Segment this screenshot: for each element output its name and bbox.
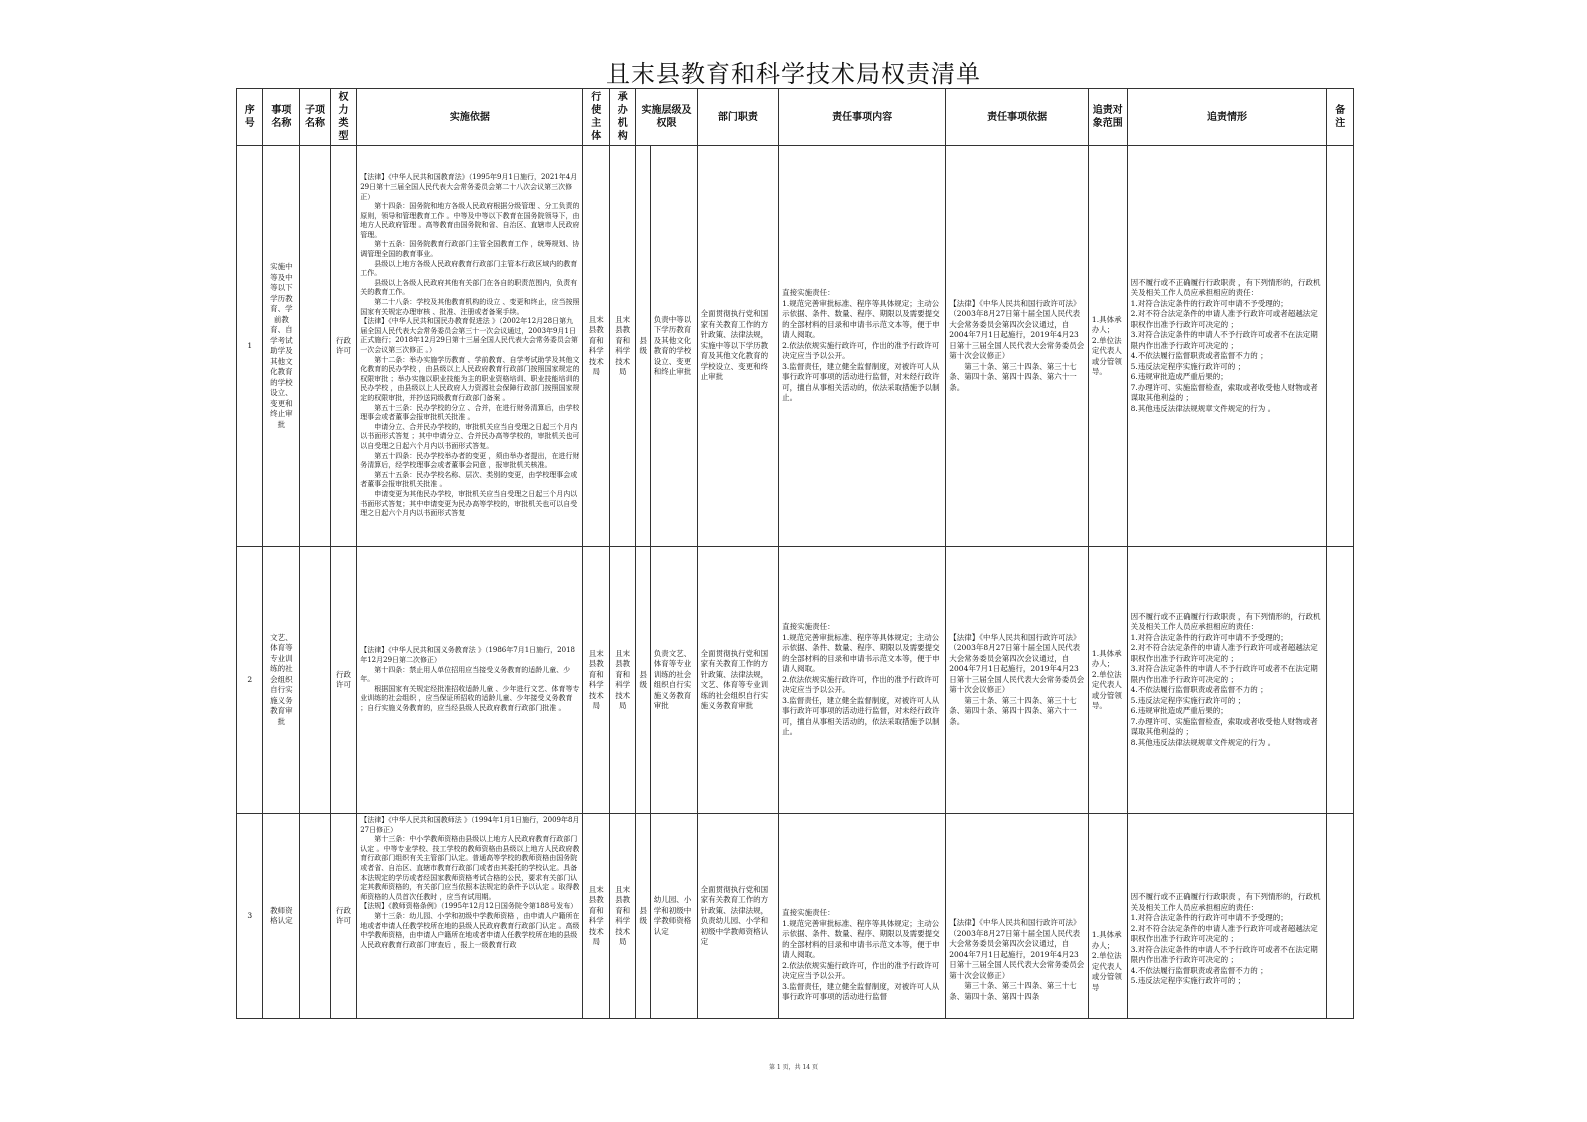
header-item-name: 事项 名称 bbox=[263, 89, 300, 146]
header-scope: 追责对 象范围 bbox=[1088, 89, 1127, 146]
header-level: 实施层级及 权限 bbox=[636, 89, 697, 146]
cell-remark bbox=[1327, 547, 1354, 814]
header-remark: 备注 bbox=[1327, 89, 1354, 146]
cell-resp-content: 直接实施责任： 1.规范完善审批标准、程序等具体规定；主动公示依据、条件、数量、程序、期限以及需要提交的全部材料的目录和申请书示范文本等，便于申请人阅取。 2.依法依规实施行政许可，作出的准予行政许可决定应当予以公开。 3.监督责任，建立健全监督制度，对被许可人从事行政许可事项的活动进行监督，对未经行政许可，擅自从事相关活动的，依法采取措施予以制止。 bbox=[779, 146, 946, 547]
cell-scope: 1.具体承办人； 2.单位法定代表人或分管领导。 bbox=[1088, 146, 1127, 547]
table-row bbox=[237, 547, 1354, 814]
resp-content-text: 直接实施责任： 1.规范完善审批标准、程序等具体规定；主动公示依据、条件、数量、程序、期限以及需要提交的全部材料的目录和申请书示范文本等，便于申请人阅取。 2.依法依规实施行政许可，作出的准予行政许可决定应当予以公开。 3.监督责任，建立健全监督制度，对被许可人从事行政许可事项的活动进行监督 bbox=[782, 908, 940, 1001]
cell-seq: 1 bbox=[237, 146, 263, 547]
table-row bbox=[237, 814, 1354, 1019]
cell-resp-content: 直接实施责任： 1.规范完善审批标准、程序等具体规定；主动公示依据、条件、数量、程序、期限以及需要提交的全部材料的目录和申请书示范文本等，便于申请人阅取。 2.依法依规实施行政许可，作出的准予行政许可决定应当予以公开。 3.监督责任，建立健全监督制度，对被许可人从事行政许可事项的活动进行监督，对未经行政许可，擅自从事相关活动的，依法采取措施予以制止。 bbox=[779, 547, 946, 814]
cell-situation bbox=[1127, 814, 1327, 1019]
cell-sub-item bbox=[300, 547, 331, 814]
cell-situation: 因不履行或不正确履行行政职责 ，有下列情形的，行政机关及相关工作人员应承担相应的责任： 1.对符合法定条件的行政许可申请不予受理的； 2.对不符合法定条件的申请人准予行政许可或者超越法定职权作出准予行政许可决定的 ； 3.对符合法定条件的申请人不予行政许可或者不在法定期限内作出准予行政许可决定的 ； 4.不依法履行监督职责或者监督不力的 ； 5.违反法定程序实施行政许可的 ； 6.违规审批造成严重后果的； 7.办理许可、实施监督检查，索取或者收受他人财物或者谋取其他利益的 ； 8.其他违反法律法规规章文件规定的行为 。 bbox=[1127, 146, 1327, 547]
cell-level: 县级 bbox=[636, 146, 650, 547]
header-situation: 追责情形 bbox=[1127, 89, 1327, 146]
header-dept-duty: 部门职责 bbox=[697, 89, 779, 146]
cell-resp-basis: 【法律】《中华人民共和国行政许可法》（2003年8月27日第十届全国人民代表大会常务委员会第四次会议通过，自2004年7月1日起施行，2019年4月23日第十三届全国人民代表大会常务委员会第十次会议修正） 第三十条、第三十四条、第三十七条、第四十条、第四十四条、第六十一条。 bbox=[946, 146, 1089, 547]
cell-item-name: 教师资格认定 bbox=[263, 814, 300, 1019]
header-sub-item: 子项 名称 bbox=[300, 89, 331, 146]
header-power-type: 权力 类型 bbox=[330, 89, 356, 146]
situation-text: 因不履行或不正确履行行政职责 ，有下列情形的，行政机关及相关工作人员应承担相应的责任： 1.对符合法定条件的行政许可申请不予受理的； 2.对不符合法定条件的申请人准予行政许可或者超越法定职权作出准予行政许可决定的 ； 3.对符合法定条件的申请人不予行政许可或者不在法定期限内作出准予行政许可决定的 ； 4.不依法履行监督职责或者监督不力的 ； 5.违反法定程序实施行政许可的 ； bbox=[1130, 892, 1321, 985]
header-row bbox=[237, 89, 1354, 146]
page-footer: 第 1 页，共 14 页 bbox=[768, 1064, 819, 1071]
basis-text: 【法律】《中华人民共和国义务教育法 》（1986年7月1日施行，2018年12月29日第二次修正） 第十四条：禁止用人单位招用应当接受义务教育的适龄儿童、少年。 根据国家有关规定经批准招收适龄儿童 、少年进行文艺、体育等专业训练的社会组织 ，应当保证所招收的适龄儿童、少年接受义务教育 ；自行实施义务教育的，应当经县级人民政府教育行政部门批准 。 bbox=[360, 646, 580, 712]
cell-basis bbox=[357, 146, 583, 547]
resp-basis-text: 【法律】《中华人民共和国行政许可法》（2003年8月27日第十届全国人民代表大会常务委员会第四次会议通过，自2004年7月1日起施行，2019年4月23日第十三届全国人民代表大会常务委员会第十次会议修正） 第三十条、第三十四条、第三十七条、第四十条、第四十四条 bbox=[949, 918, 1085, 1001]
header-subject: 行使 主体 bbox=[583, 89, 609, 146]
cell-power-type: 行政许可 bbox=[330, 547, 356, 814]
responsibility-table bbox=[236, 88, 1354, 1019]
cell-sub-item bbox=[300, 146, 331, 547]
cell-level-power: 负责中等以下学历教育及其他文化教育的学校设立、变更和终止审批 bbox=[650, 146, 697, 547]
table-row bbox=[237, 146, 1354, 547]
cell-power-type: 行政许可 bbox=[330, 146, 356, 547]
cell-org: 且末县教育和科学技术局 bbox=[609, 814, 635, 1019]
cell-remark bbox=[1327, 146, 1354, 547]
cell-scope: 1.具体承办人； 2.单位法定代表人或分管领导。 bbox=[1088, 547, 1127, 814]
cell-subject: 且末县教育和科学技术局 bbox=[583, 547, 609, 814]
header-resp-basis: 责任事项依据 bbox=[946, 89, 1089, 146]
cell-resp-content bbox=[779, 814, 946, 1019]
cell-basis bbox=[357, 547, 583, 814]
cell-resp-basis bbox=[946, 814, 1089, 1019]
cell-item-name: 文艺、体育等专业训练的社会组织自行实施义务教育审批 bbox=[263, 547, 300, 814]
cell-item-name: 实施中等及中等以下学历教育、学前教育、自学考试助学及其他文化教育的学校设立、变更和终止审批 bbox=[263, 146, 300, 547]
cell-resp-basis: 【法律】《中华人民共和国行政许可法》（2003年8月27日第十届全国人民代表大会常务委员会第四次会议通过，自2004年7月1日起施行，2019年4月23日第十三届全国人民代表大会常务委员会第十次会议修正） 第三十条、第三十四条、第三十七条、第四十条、第四十四条、第六十一条。 bbox=[946, 547, 1089, 814]
cell-subject: 且末县教育和科学技术局 bbox=[583, 814, 609, 1019]
header-basis: 实施依据 bbox=[357, 89, 583, 146]
cell-level: 县级 bbox=[636, 547, 650, 814]
cell-seq: 2 bbox=[237, 547, 263, 814]
header-seq: 序号 bbox=[237, 89, 263, 146]
cell-sub-item bbox=[300, 814, 331, 1019]
document-title: 且末县教育和科学技术局权责清单 bbox=[606, 60, 981, 88]
cell-scope bbox=[1088, 814, 1127, 1019]
cell-power-type: 行政许可 bbox=[330, 814, 356, 1019]
scope-text: 1.具体承办人； 2.单位法定代表人或分管领导 bbox=[1091, 930, 1122, 992]
cell-level-power: 负责文艺、体育等专业训练的社会组织自行实施义务教育审批 bbox=[650, 547, 697, 814]
cell-subject: 且末县教育和科学技术局 bbox=[583, 146, 609, 547]
cell-org: 且末县教育和科学技术局 bbox=[609, 547, 635, 814]
cell-level: 县级 bbox=[636, 814, 650, 1019]
cell-situation: 因不履行或不正确履行行政职责 ，有下列情形的，行政机关及相关工作人员应承担相应的责任： 1.对符合法定条件的行政许可申请不予受理的； 2.对不符合法定条件的申请人准予行政许可或者超越法定职权作出准予行政许可决定的 ； 3.对符合法定条件的申请人不予行政许可或者不在法定期限内作出准予行政许可决定的 ； 4.不依法履行监督职责或者监督不力的 ； 5.违反法定程序实施行政许可的 ； 6.违规审批造成严重后果的； 7.办理许可、实施监督检查，索取或者收受他人财物或者谋取其他利益的 ； 8.其他违反法律法规规章文件规定的行为 。 bbox=[1127, 547, 1327, 814]
cell-basis bbox=[357, 814, 583, 1019]
header-resp-content: 责任事项内容 bbox=[779, 89, 946, 146]
cell-dept-duty: 全面贯彻执行党和国家有关教育工作的方针政策、法律法规，实施中等以下学历教育及其他文化教育的学校设立、变更和终止审批 bbox=[697, 146, 779, 547]
basis-text: 【法律】《中华人民共和国教师法 》（1994年1月1日施行，2009年8月27日修正） 第十三条：中小学教师资格由县级以上地方人民政府教育行政部门认定 。中等专业学校、技工学校的教师资格由县级以上地方人民政府教育行政部门组织有关主管部门认定。普通高等学校的教师资格由国务院或者省、自治区、直辖市教育行政部门或者由其委托的学校认定。具备本法规定的学历或者经国家教师资格考试合格的公民，要求有关部门认定其教师资格的，有关部门应当依照本法规定的条件予以认定 。取得教师资格的人员首次任教时 ，应当有试用期。 【法规】《教师资格条例》（1995年12月12日国务院令第188号发布） 第十三条：幼儿园、小学和初级中学教师资格 ，由申请人户籍所在地或者申请人任教学校所在地的县级人民政府教育行政部门认定 。高级中学教师资格，由申请人户籍所在地或者申请人任教学校所在地的县级人民政府教育行政部门审查后 ，报上一级教育行政 bbox=[360, 816, 580, 949]
header-org: 承办 机构 bbox=[609, 89, 635, 146]
cell-seq: 3 bbox=[237, 814, 263, 1019]
cell-level-power: 幼儿园、小学和初级中学教师资格认定 bbox=[650, 814, 697, 1019]
cell-org: 且末县教育和科学技术局 bbox=[609, 146, 635, 547]
cell-dept-duty: 全面贯彻执行党和国家有关教育工作的方针政策、法律法规，负责幼儿园、小学和初级中学教师资格认定 bbox=[697, 814, 779, 1019]
cell-remark bbox=[1327, 814, 1354, 1019]
cell-dept-duty: 全面贯彻执行党和国家有关教育工作的方针政策、法律法规，文艺、体育等专业训练的社会组织自行实施义务教育审批 bbox=[697, 547, 779, 814]
basis-text: 【法律】《中华人民共和国教育法》（1995年9月1日施行，2021年4月29日第十三届全国人民代表大会常务委员会第二十八次会议第三次修正） 第十四条：国务院和地方各级人民政府根据分级管理 、分工负责的原则，领导和管理教育工作 。中等及中等以下教育在国务院领导下，由地方人民政府管理 。高等教育由国务院和省、自治区、直辖市人民政府管理。 第十五条：国务院教育行政部门主管全国教育工作 ，统筹规划、协调管理全国的教育事业。 县级以上地方各级人民政府教育行政部门主管本行政区域内的教育工作。 县级以上各级人民政府其他有关部门在各自的职责范围内，负责有关的教育工作。 第二十八条：学校及其他教育机构的设立 、变更和终止，应当按照国家有关规定办理审核 、批准、注册或者备案手续。 【法律】《中华人民共和国民办教育促进法 》（2002年12月28日第九届全国人民代表大会常务委员会第三十一次会议通过，2003年9月1日正式施行；2018年12月29日第十三届全国人民代表大会常务委员会第一次会议第三次修正 。） 第十二条：举办实施学历教育 、学前教育、自学考试助学及其他文化教育的民办学校 ，由县级以上人民政府教育行政部门按照国家规定的权限审批 ；举办实施以职业技能为主的职业资格培训、职业技能培训的民办学校 ，由县级以上人民政府人力资源社会保障行政部门按照国家规定的权限审批，并抄送同级教育行政部门备案 。 第五十三条：民办学校的分立 、合并，在进行财务清算后，由学校理事会或者董事会报审批机关批准 。 申请分立、合并民办学校的，审批机关应当自受理之日起三个月内以书面形式答复 ；其中申请分立、合并民办高等学校的，审批机关也可以自受理之日起六个月内以书面形式答复。 第五十四条：民办学校举办者的变更 ，须由举办者提出，在进行财务清算后，经学校理事会或者董事会同意 ，报审批机关核准。 第五十五条：民办学校名称、层次、类别的变更，由学校理事会或者董事会报审批机关批准 。 申请变更为其他民办学校，审批机关应当自受理之日起三个月内以书面形式答复；其中申请变更为民办高等学校的，审批机关也可以自受理之日起六个月内以书面形式答复 bbox=[360, 173, 580, 518]
